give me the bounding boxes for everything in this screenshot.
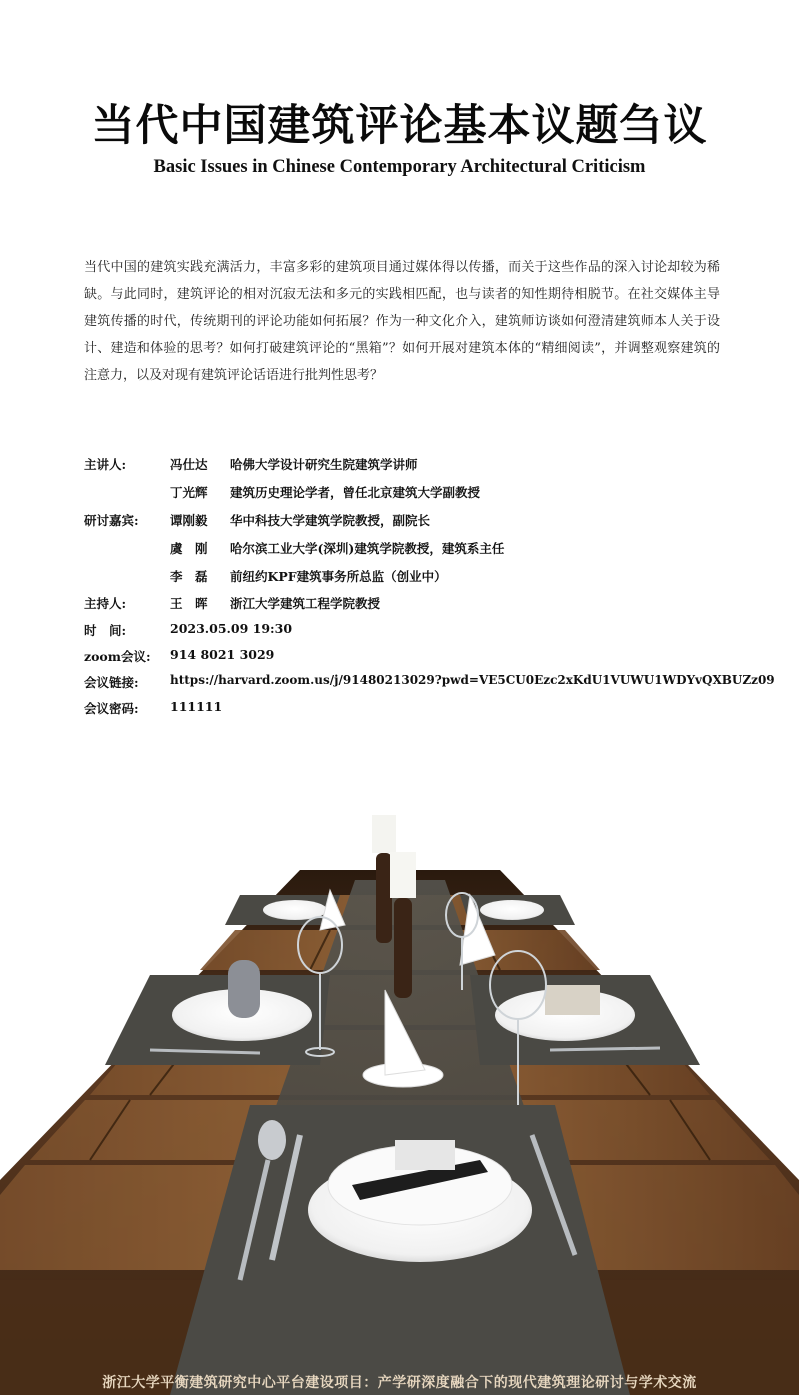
speaker-desc: 哈佛大学设计研究生院建筑学讲师 <box>230 457 418 472</box>
zoom-id: 914 8021 3029 <box>170 647 275 662</box>
guest-desc: 前纽约KPF建筑事务所总监（创业中） <box>230 569 447 584</box>
speakers-label: 主讲人: <box>84 457 127 472</box>
host-name: 王 晖 <box>170 596 208 611</box>
footer-note: 浙江大学平衡建筑研究中心平台建设项目：产学研深度融合下的现代建筑理论研讨与学术交流 <box>102 1375 697 1391</box>
intro-paragraph: 当代中国的建筑实践充满活力，丰富多彩的建筑项目通过媒体得以传播，而关于这些作品的深入讨论却较为稀缺。与此同时，建筑评论的相对沉寂无法和多元的实践相匹配，也与读者的知性期待相脱节。在社交媒体主导建筑传播的时代，传统期刊的评论功能如何拓展？作为一种文化介入，建筑师访谈如何澄清建筑师本人关于设计、建造和体验的思考？如何打破建筑评论的“黑箱”？如何开展对建筑本体的“精细阅读”，并调整观察建筑的注意力，以及对现有建筑评论话语进行批判性思考？ <box>84 260 720 383</box>
guest-name: 虞 刚 <box>170 541 208 556</box>
password-label: 会议密码: <box>84 701 139 716</box>
time-value: 2023.05.09 19:30 <box>170 621 293 636</box>
time-label: 时 间: <box>84 623 127 638</box>
host-label: 主持人: <box>84 596 127 611</box>
guest-name: 谭刚毅 <box>170 513 208 528</box>
zoom-label: zoom会议: <box>84 649 151 664</box>
speaker-desc: 建筑历史理论学者，曾任北京建筑大学副教授 <box>230 485 481 500</box>
guest-desc: 哈尔滨工业大学(深圳)建筑学院教授，建筑系主任 <box>230 541 505 556</box>
host-desc: 浙江大学建筑工程学院教授 <box>230 596 381 611</box>
password-value: 111111 <box>170 699 223 714</box>
model-front <box>395 1140 455 1170</box>
model-tower <box>228 960 260 1018</box>
page-subtitle: Basic Issues in Chinese Contemporary Architectural Criticism <box>153 157 646 177</box>
speaker-name: 冯仕达 <box>170 457 208 472</box>
guest-desc: 华中科技大学建筑学院教授，副院长 <box>230 513 431 528</box>
meeting-link[interactable]: https://harvard.zoom.us/j/91480213029?pwd=VE5CU0Ezc2xKdU1VUWU1WDYvQXBUZz09 <box>170 673 775 687</box>
plate-far-right <box>480 900 544 920</box>
guests-label: 研讨嘉宾: <box>84 513 139 528</box>
guest-name: 李 磊 <box>170 569 208 584</box>
dining-table-illustration <box>0 800 799 1395</box>
page-title: 当代中国建筑评论基本议题刍议 <box>91 101 708 151</box>
link-label: 会议链接: <box>84 675 139 690</box>
speaker-name: 丁光辉 <box>170 485 208 500</box>
model-building <box>545 985 600 1015</box>
